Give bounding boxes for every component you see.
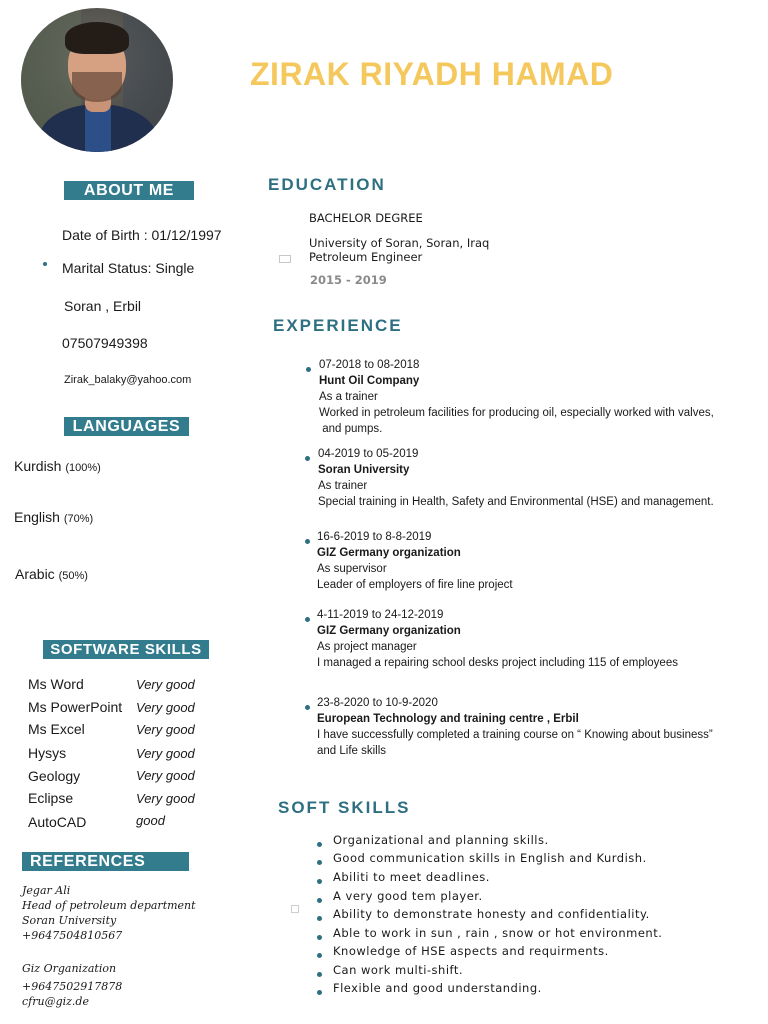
experience-dates: 16-6-2019 to 8-8-2019 bbox=[317, 531, 432, 543]
bullet-icon bbox=[317, 972, 322, 977]
references-heading: REFERENCES bbox=[22, 852, 189, 871]
language-level: (100%) bbox=[65, 462, 101, 474]
bullet-icon bbox=[317, 935, 322, 940]
software-heading: SOFTWARE SKILLS bbox=[43, 640, 209, 659]
date-of-birth: Date of Birth : 01/12/1997 bbox=[62, 227, 222, 243]
bullet-icon bbox=[317, 842, 322, 847]
experience-desc: Leader of employers of fire line project bbox=[317, 579, 513, 591]
language-item bbox=[14, 509, 93, 525]
experience-item bbox=[317, 529, 762, 593]
language-item bbox=[15, 566, 88, 582]
experience-desc: Worked in petroleum facilities for producing oil, especially worked with valves, bbox=[319, 407, 714, 419]
experience-desc: Special training in Health, Safety and Environmental (HSE) and management. bbox=[318, 496, 714, 508]
software-level: Very good bbox=[136, 722, 195, 737]
software-name: Ms Excel bbox=[28, 721, 85, 737]
soft-skill-item: Flexible and good understanding. bbox=[333, 981, 542, 995]
experience-role: As project manager bbox=[317, 641, 417, 653]
software-level: Very good bbox=[136, 677, 195, 692]
experience-org: Soran University bbox=[318, 464, 410, 476]
reference-line: cfru@giz.de bbox=[22, 995, 89, 1008]
phone-number: 07507949398 bbox=[62, 335, 148, 351]
marital-status: Marital Status: Single bbox=[62, 260, 195, 276]
experience-desc: I managed a repairing school desks project including 115 of employees bbox=[317, 657, 678, 669]
reference-line: +9647504810567 bbox=[22, 929, 123, 942]
soft-skill-item: Good communication skills in English and Kurdish. bbox=[333, 851, 647, 865]
experience-dates: 4-11-2019 to 24-12-2019 bbox=[317, 609, 444, 621]
experience-desc: I have successfully completed a training course on “ Knowing about business” bbox=[317, 729, 713, 741]
experience-org: GIZ Germany organization bbox=[317, 625, 461, 637]
bullet-icon bbox=[317, 860, 322, 865]
software-level: Very good bbox=[136, 791, 195, 806]
experience-dates: 07-2018 to 08-2018 bbox=[319, 359, 420, 371]
software-level: Very good bbox=[136, 700, 195, 715]
soft-skill-item: Organizational and planning skills. bbox=[333, 833, 549, 847]
bullet-icon bbox=[305, 617, 310, 622]
reference-2 bbox=[22, 961, 122, 1009]
experience-desc: and Life skills bbox=[317, 745, 387, 757]
language-name: English bbox=[14, 509, 60, 525]
soft-skill-item: Knowledge of HSE aspects and requirments. bbox=[333, 944, 609, 958]
bullet-icon bbox=[43, 262, 47, 266]
bullet-icon bbox=[317, 990, 322, 995]
about-heading: ABOUT ME bbox=[64, 181, 194, 200]
experience-org: European Technology and training centre , Erbil bbox=[317, 713, 579, 725]
software-level: Very good bbox=[136, 746, 195, 761]
languages-heading: LANGUAGES bbox=[64, 417, 189, 436]
reference-line: +9647502917878 bbox=[22, 980, 123, 993]
experience-item bbox=[318, 446, 763, 510]
language-level: (50%) bbox=[58, 570, 88, 582]
candidate-name: ZIRAK RIYADH HAMAD bbox=[250, 56, 614, 92]
experience-item bbox=[317, 607, 762, 671]
software-name: Ms PowerPoint bbox=[28, 699, 123, 715]
bullet-icon bbox=[317, 898, 322, 903]
software-level: good bbox=[136, 813, 165, 828]
experience-role: As supervisor bbox=[317, 563, 387, 575]
software-name: Geology bbox=[28, 768, 81, 784]
reference-line: Giz Organization bbox=[22, 962, 117, 975]
software-level: Very good bbox=[136, 768, 195, 783]
bullet-icon bbox=[306, 367, 311, 372]
language-level: (70%) bbox=[63, 513, 94, 525]
experience-org: Hunt Oil Company bbox=[319, 375, 420, 387]
software-name: AutoCAD bbox=[28, 814, 87, 830]
reference-line: Jegar Ali bbox=[22, 884, 71, 897]
bullet-icon bbox=[317, 953, 322, 958]
software-name: Ms Word bbox=[28, 676, 84, 692]
placeholder-icon bbox=[279, 255, 291, 263]
experience-item bbox=[317, 695, 762, 759]
education-heading: EDUCATION bbox=[268, 175, 386, 194]
soft-skill-item: Abiliti to meet deadlines. bbox=[333, 870, 490, 884]
profile-photo bbox=[21, 8, 173, 152]
experience-role: As a trainer bbox=[319, 391, 378, 403]
soft-skill-item: A very good tem player. bbox=[333, 889, 483, 903]
bullet-icon bbox=[317, 879, 322, 884]
experience-org: GIZ Germany organization bbox=[317, 547, 461, 559]
reference-line: Head of petroleum department bbox=[22, 899, 196, 912]
soft-skill-item: Can work multi-shift. bbox=[333, 963, 464, 977]
experience-dates: 23-8-2020 to 10-9-2020 bbox=[317, 697, 438, 709]
experience-role: As trainer bbox=[318, 480, 368, 492]
field-of-study: Petroleum Engineer bbox=[309, 250, 423, 264]
software-name: Hysys bbox=[28, 745, 67, 761]
email-address: Zirak_balaky@yahoo.com bbox=[64, 374, 192, 386]
school-name: University of Soran, Soran, Iraq bbox=[309, 236, 490, 250]
bullet-icon bbox=[317, 916, 322, 921]
experience-desc: and pumps. bbox=[319, 423, 383, 435]
degree-title: BACHELOR DEGREE bbox=[309, 211, 423, 225]
language-name: Kurdish bbox=[14, 458, 62, 474]
soft-skill-item: Able to work in sun , rain , snow or hot environment. bbox=[333, 926, 663, 940]
soft-skill-item: Ability to demonstrate honesty and confidentiality. bbox=[333, 907, 650, 921]
bullet-icon bbox=[305, 705, 310, 710]
education-years: 2015 - 2019 bbox=[310, 273, 387, 287]
software-name: Eclipse bbox=[28, 790, 74, 806]
reference-1 bbox=[22, 883, 196, 943]
language-name: Arabic bbox=[15, 566, 55, 582]
bullet-icon bbox=[305, 539, 310, 544]
bullet-icon bbox=[305, 456, 310, 461]
language-item bbox=[14, 458, 101, 474]
experience-heading: EXPERIENCE bbox=[273, 316, 403, 335]
experience-dates: 04-2019 to 05-2019 bbox=[318, 448, 419, 460]
placeholder-icon bbox=[291, 905, 299, 913]
location: Soran , Erbil bbox=[64, 298, 142, 314]
soft-skills-heading: SOFT SKILLS bbox=[278, 798, 411, 817]
reference-line: Soran University bbox=[22, 914, 117, 927]
experience-item bbox=[319, 357, 764, 437]
